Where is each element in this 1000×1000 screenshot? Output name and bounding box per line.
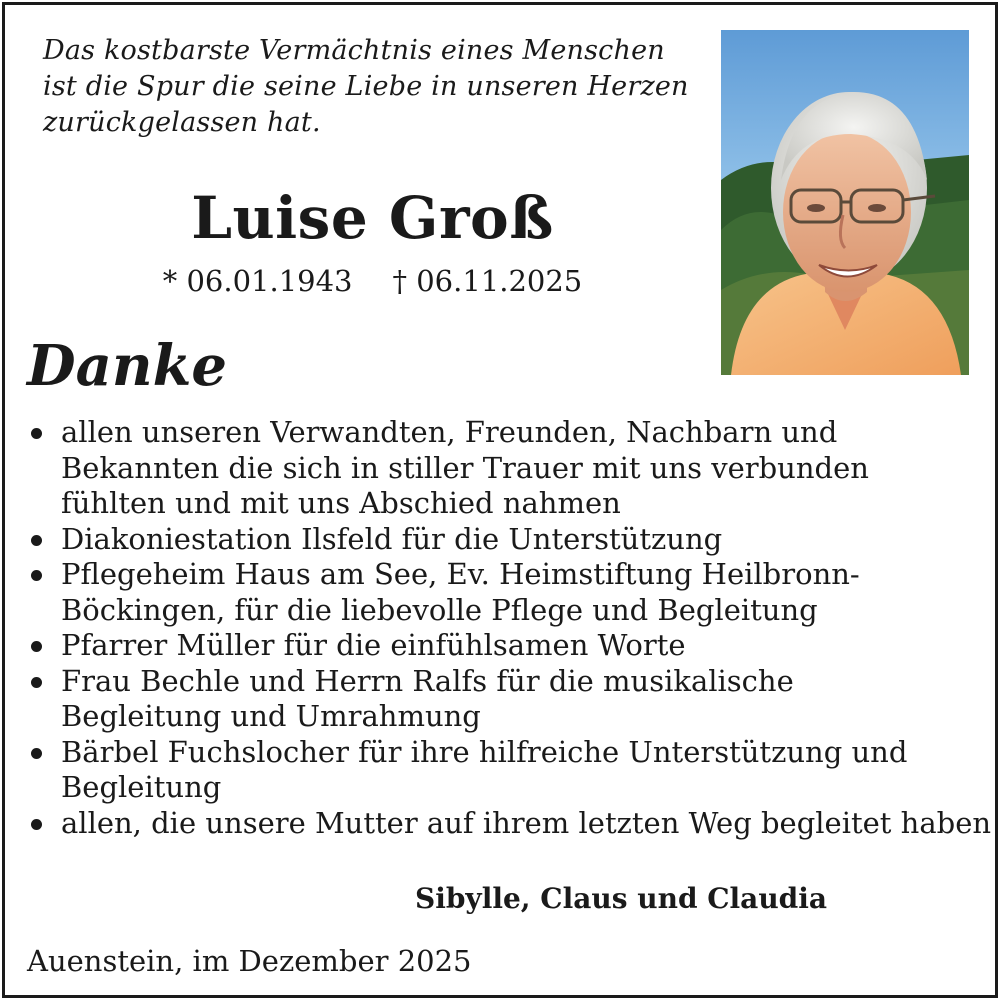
thanks-list xyxy=(27,415,992,841)
place-date: Auenstein, im Dezember 2025 xyxy=(27,944,472,978)
list-item-line: allen unseren Verwandten, Freunden, Nachbarn und xyxy=(61,415,838,449)
list-item-line: Begleitung und Umrahmung xyxy=(61,699,481,733)
list-item xyxy=(27,664,992,735)
list-item-line: Diakoniestation Ilsfeld für die Unterstützung xyxy=(61,521,723,556)
bullet-icon xyxy=(31,428,42,439)
list-item-line: Bekannten die sich in stiller Trauer mit uns verbunden xyxy=(61,450,869,485)
life-dates xyxy=(5,263,740,299)
bullet-icon xyxy=(31,677,42,688)
signers: Sibylle, Claus und Claudia xyxy=(415,882,828,915)
list-item xyxy=(27,806,992,842)
death-date: † 06.11.2025 xyxy=(392,264,583,298)
list-item-line: Begleitung xyxy=(61,770,222,804)
obituary-notice xyxy=(2,2,998,998)
list-item-line: Bärbel Fuchslocher für ihre hilfreiche Unterstützung und xyxy=(61,734,908,769)
quote-line: ist die Spur die seine Liebe in unseren Herzen xyxy=(43,71,689,102)
list-item xyxy=(27,557,992,628)
portrait-photo xyxy=(721,30,969,375)
bullet-icon xyxy=(31,641,42,652)
deceased-name: Luise Groß xyxy=(191,184,554,252)
quote-line: Das kostbarste Vermächtnis eines Menschen xyxy=(43,35,665,66)
list-item-line: Böckingen, für die liebevolle Pflege und Begleitung xyxy=(61,592,818,627)
bullet-icon xyxy=(31,570,42,581)
thanks-heading: Danke xyxy=(27,333,227,399)
list-item-line: allen, die unsere Mutter auf ihrem letzten Weg begleitet haben xyxy=(61,805,992,840)
list-item xyxy=(27,415,992,522)
birth-date: * 06.01.1943 xyxy=(162,264,353,298)
list-item-line: fühlten und mit uns Abschied nahmen xyxy=(61,486,621,520)
list-item-line: Pfarrer Müller für die einfühlsamen Worte xyxy=(61,628,686,662)
bullet-icon xyxy=(31,535,42,546)
list-item-line: Frau Bechle und Herrn Ralfs für die musikalische xyxy=(61,663,794,698)
list-item-line: Pflegeheim Haus am See, Ev. Heimstiftung Heilbronn- xyxy=(61,557,860,591)
quote-line: zurückgelassen hat. xyxy=(43,107,321,138)
list-item xyxy=(27,735,992,806)
bullet-icon xyxy=(31,819,42,830)
bullet-icon xyxy=(31,748,42,759)
list-item xyxy=(27,522,992,558)
memorial-quote xyxy=(43,33,723,141)
list-item xyxy=(27,628,992,664)
